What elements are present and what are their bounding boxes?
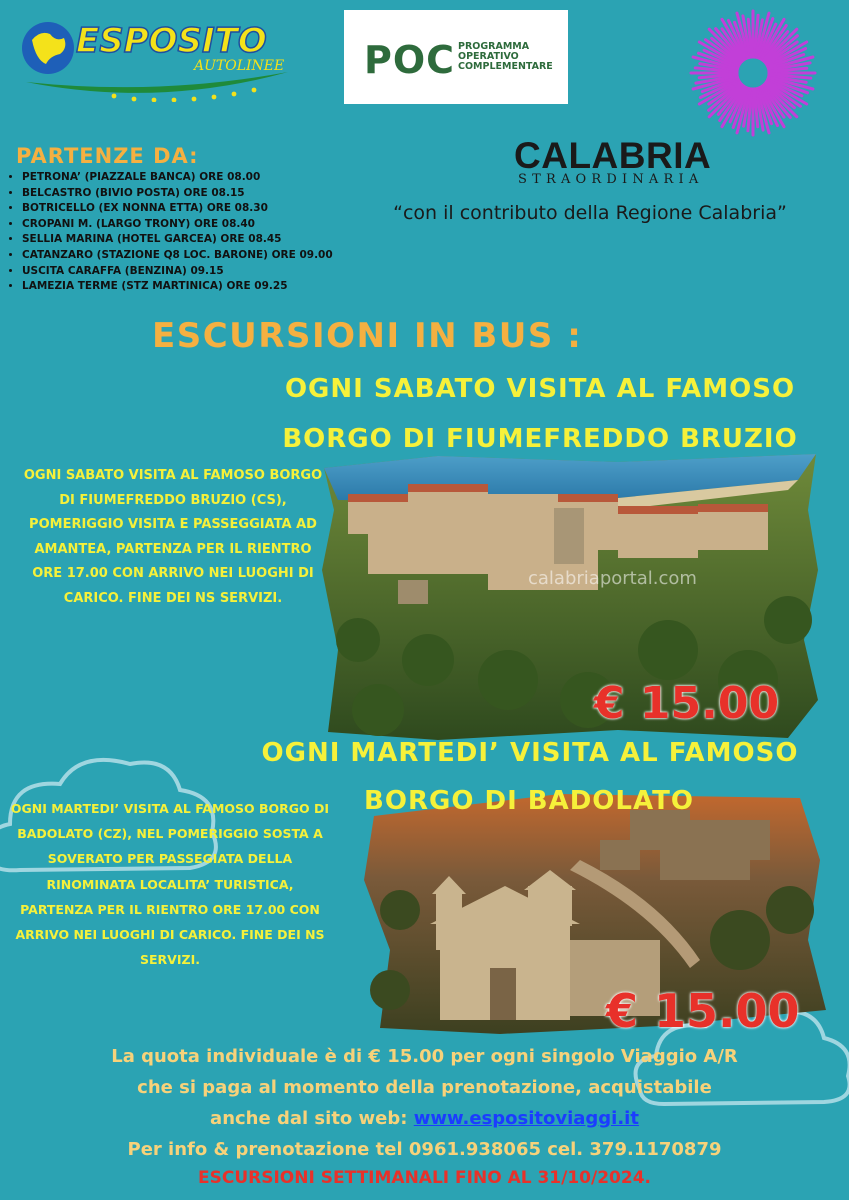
footer-payment: che si paga al momento della prenotazione, acquistabile: [137, 1077, 712, 1098]
esposito-autolinee-logo: [18, 12, 308, 102]
partenze-title: PARTENZE DA:: [16, 144, 199, 168]
poc-line: COMPLEMENTARE: [458, 61, 553, 72]
martedi-title-line2: BORGO DI BADOLATO: [364, 786, 694, 816]
photo-watermark: calabriaportal.com: [528, 568, 697, 589]
martedi-description: OGNI MARTEDI’ VISITA AL FAMOSO BORGO DI BADOLATO (CZ), NEL POMERIGGIO SOSTA A SOVERATO PER PASSEGIATA DELLA RINOMINATA LOCALITA’ TURISTICA, PARTENZA PER IL RIENTRO ORE 17.00 CON ARRIVO NEI LUOGHI DI CARICO. FINE DEI NS SERVIZI.: [10, 801, 330, 968]
list-item: • CATANZARO (STAZIONE Q8 LOC. BARONE) ORE 09.00: [22, 248, 333, 264]
poc-text: [458, 42, 568, 72]
list-item: • USCITA CARAFFA (BENZINA) 09.15: [22, 264, 333, 280]
list-item: • CROPANI M. (LARGO TRONY) ORE 08.40: [22, 217, 333, 233]
stops-list: [8, 170, 333, 295]
list-item: • BOTRICELLO (EX NONNA ETTA) ORE 08.30: [22, 201, 333, 217]
brand-name: ESPOSITO: [76, 21, 267, 61]
main-title: ESCURSIONI IN BUS :: [152, 316, 583, 356]
sabato-title-line2: BORGO DI FIUMEFREDDO BRUZIO: [282, 424, 798, 454]
sabato-description: OGNI SABATO VISITA AL FAMOSO BORGO DI FIUMEFREDDO BRUZIO (CS), POMERIGGIO VISITA E PASSEGGIATA AD AMANTEA, PARTENZA PER IL RIENTRO ORE 17.00 CON ARRIVO NEI LUOGHI DI CARICO. FINE DEI NS SERVIZI.: [23, 468, 323, 606]
poc-mark: POC: [364, 38, 456, 82]
list-item: • PETRONA’ (PIAZZALE BANCA) ORE 08.00: [22, 170, 333, 186]
list-item: • BELCASTRO (BIVIO POSTA) ORE 08.15: [22, 186, 333, 202]
list-item: • SELLIA MARINA (HOTEL GARCEA) ORE 08.45: [22, 232, 333, 248]
sunburst-icon: [676, 8, 830, 138]
footer-deadline: ESCURSIONI SETTIMANALI FINO AL 31/10/2024.: [198, 1168, 651, 1188]
list-item: • LAMEZIA TERME (STZ MARTINICA) ORE 09.25: [22, 279, 333, 295]
poc-line: PROGRAMMA: [458, 41, 530, 52]
poc-line: OPERATIVO: [458, 51, 519, 62]
footer-website: [0, 1108, 849, 1129]
martedi-price: € 15.00: [606, 984, 800, 1038]
sabato-price: € 15.00: [594, 678, 780, 729]
sabato-title-line1: OGNI SABATO VISITA AL FAMOSO: [284, 374, 796, 404]
brand-sub: AUTOLINEE: [194, 58, 285, 74]
calabria-logo-name: CALABRIA: [514, 135, 712, 176]
calabria-logo-sub: STRAORDINARIA: [518, 172, 704, 187]
footer-contact: Per info & prenotazione tel 0961.938065 cel. 379.1170879: [127, 1139, 722, 1160]
contributo-text: “con il contributo della Regione Calabria”: [393, 202, 787, 224]
footer-website-label: anche dal sito web:: [210, 1108, 414, 1129]
poc-logo: [344, 10, 568, 104]
martedi-title-line1: OGNI MARTEDI’ VISITA AL FAMOSO: [261, 738, 799, 768]
footer-quota: La quota individuale è di € 15.00 per ogni singolo Viaggio A/R: [111, 1046, 738, 1067]
website-link[interactable]: www.espositoviaggi.it: [413, 1108, 639, 1129]
